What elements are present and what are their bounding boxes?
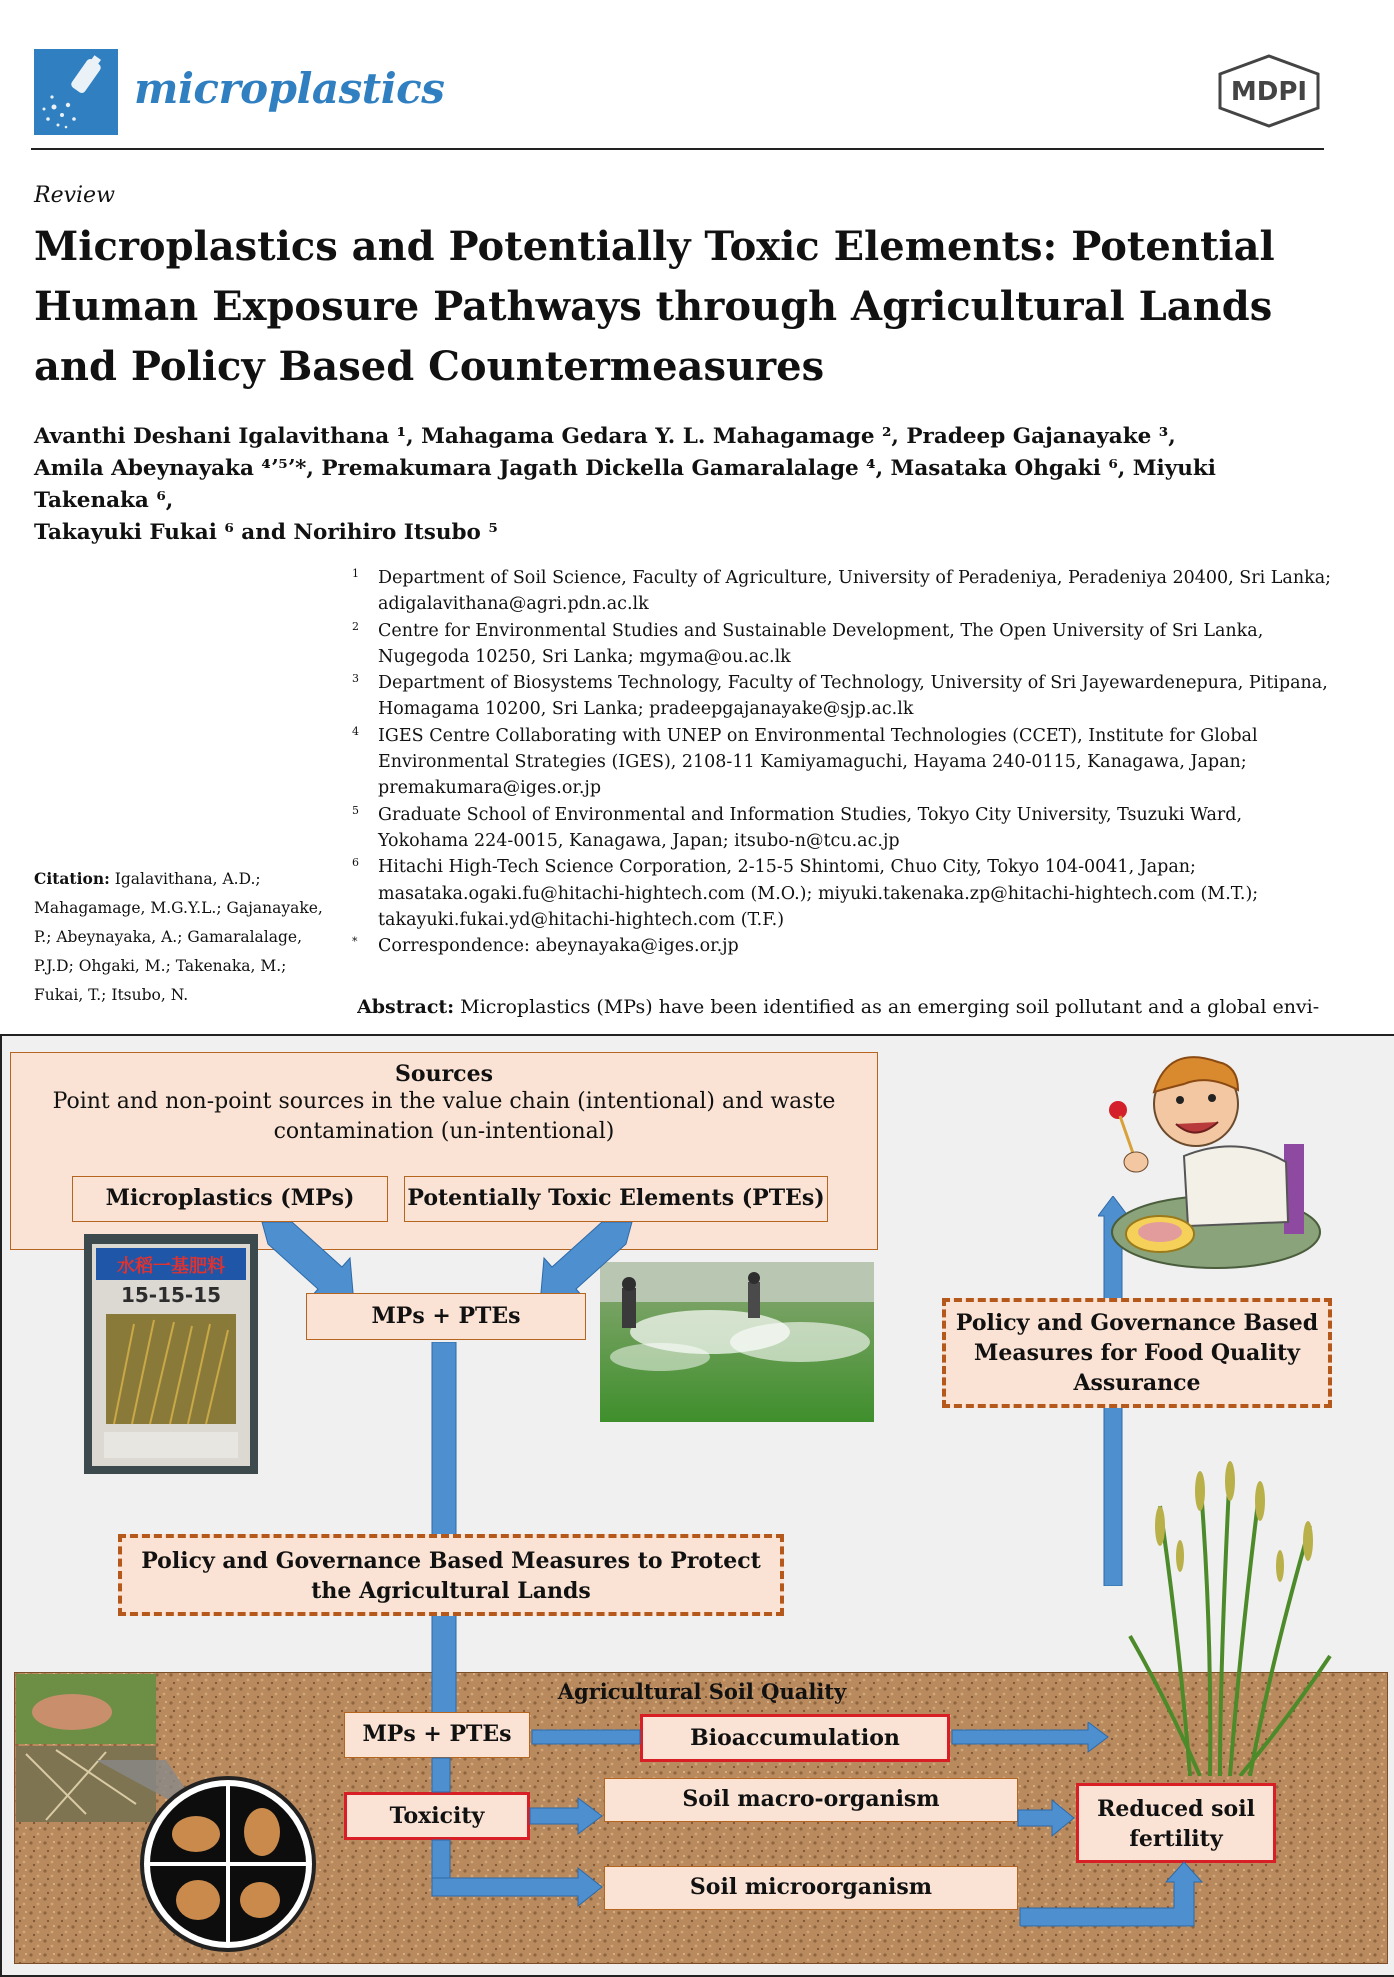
author-line: Avanthi Deshani Igalavithana ¹, Mahagama Gedara Y. L. Mahagamage ², Pradeep Gajanayake ³, [34,424,1176,449]
citation-text: Igalavithana, A.D.; Mahagamage, M.G.Y.L.; Gajanayake, P.; Abeynayaka, A.; Gamaralalage, P.J.D; Ohgaki, M.; Takenaka, M.; Fukai, T.; Itsubo, N. [34,870,323,1004]
header-divider [31,148,1324,150]
policy-land-box: Policy and Governance Based Measures to Protect the Agricultural Lands [118,1534,784,1616]
affiliation-item [352,854,1332,933]
affiliation-number: 6 [352,856,359,870]
macro-organism-box: Soil macro-organism [604,1778,1018,1822]
affiliation-text: Department of Biosystems Technology, Faculty of Technology, University of Sri Jayewardenepura, Pitipana, Homagama 10200, Sri Lanka; pradeepgajanayake@sjp.ac.lk [378,673,1328,720]
author-line: Takayuki Fukai ⁶ and Norihiro Itsubo ⁵ [34,520,498,545]
affiliation-item [352,802,1332,855]
page-title: Microplastics and Potentially Toxic Elements: Potential Human Exposure Pathways through Agricultural Lands and Policy Based Countermeasures [34,223,1275,390]
affiliation-item [352,933,1332,959]
affiliation-number: 3 [352,672,359,686]
affiliation-item [352,618,1332,671]
bioaccumulation-box: Bioaccumulation [640,1714,950,1762]
abstract-label: Abstract: [357,996,455,1018]
sources-text: Point and non-point sources in the value chain (intentional) and waste contamination (un-intentional) [52,1089,836,1144]
affiliation-number: 1 [352,567,359,580]
affiliation-item [352,565,1332,618]
affiliation-text: Hitachi High-Tech Science Corporation, 2-15-5 Shintomi, Chuo City, Tokyo 104-0041, Japan; masataka.ogaki.fu@hitachi-hightech.com (M.O.); miyuki.takenaka.zp@hitachi-hightech.com (M.T.); takayuki.fukai.yd@hitachi-hightech.com (T.F.) [378,857,1259,930]
mps-ptes-box-soil: MPs + PTEs [344,1712,530,1758]
microorganism-box: Soil microorganism [604,1866,1018,1910]
soil-quality-title: Agricultural Soil Quality [557,1679,847,1704]
soil-flow-arrows [2,1036,1394,1975]
graphical-abstract [0,1034,1394,1977]
affiliation-text: Centre for Environmental Studies and Sustainable Development, The Open University of Sri Lanka, Nugegoda 10250, Sri Lanka; mgyma@ou.ac.lk [378,620,1264,667]
abstract-text: Microplastics (MPs) have been identified as an emerging soil pollutant and a global envi- [460,996,1320,1018]
affiliation-text: IGES Centre Collaborating with UNEP on Environmental Technologies (CCET), Institute for Global Environmental Strategies (IGES), 2108-11 Kamiyamaguchi, Hayama 240-0115, Kanagawa, Japan; premakumara@iges.or.jp [378,725,1258,799]
article-type: Review [34,183,115,208]
affiliation-text: Graduate School of Environmental and Information Studies, Tokyo City University, Tsuzuki Ward, Yokohama 224-0015, Kanagawa, Japan; itsubo-n@tcu.ac.jp [378,804,1243,851]
author-list [34,421,1324,549]
journal-name: microplastics [134,64,445,113]
svg-text:水稻一基肥料: 水稻一基肥料 [117,1256,225,1277]
sources-title: Sources [395,1061,493,1087]
ptes-box: Potentially Toxic Elements (PTEs) [404,1176,828,1222]
citation-label: Citation: [34,869,110,888]
publisher-logo [1214,54,1324,128]
publisher-logo-text: MDPI [1230,77,1308,107]
affiliation-item [352,670,1332,723]
abstract-line [357,996,1327,1018]
affiliation-number: 2 [352,619,359,633]
soil-fertility-box: Reduced soil fertility [1076,1783,1276,1863]
microplastics-box: Microplastics (MPs) [72,1176,388,1222]
author-line: Amila Abeynayaka ⁴ʼ⁵ʼ*, Premakumara Jagath Dickella Gamaralalage ⁴, Masataka Ohgaki ⁶, Miyuki Takenaka ⁶, [34,456,1216,513]
fertilizer-label: 15-15-15 [120,1283,222,1307]
toxicity-box: Toxicity [344,1792,530,1840]
affiliation-list [352,565,1332,959]
mps-ptes-box-top: MPs + PTEs [306,1293,586,1340]
affiliation-item [352,723,1332,802]
affiliation-text: Department of Soil Science, Faculty of Agriculture, University of Peradeniya, Peradeniya 20400, Sri Lanka; adigalavithana@agri.pdn.ac.lk [378,568,1332,615]
affiliation-number: * [352,935,358,949]
affiliation-number: 5 [352,803,359,817]
affiliation-text: Correspondence: abeynayaka@iges.or.jp [378,936,739,957]
journal-logo-icon [34,49,118,135]
citation-block [34,864,324,1010]
policy-food-box: Policy and Governance Based Measures for Food Quality Assurance [942,1298,1332,1408]
affiliation-number: 4 [352,724,359,738]
